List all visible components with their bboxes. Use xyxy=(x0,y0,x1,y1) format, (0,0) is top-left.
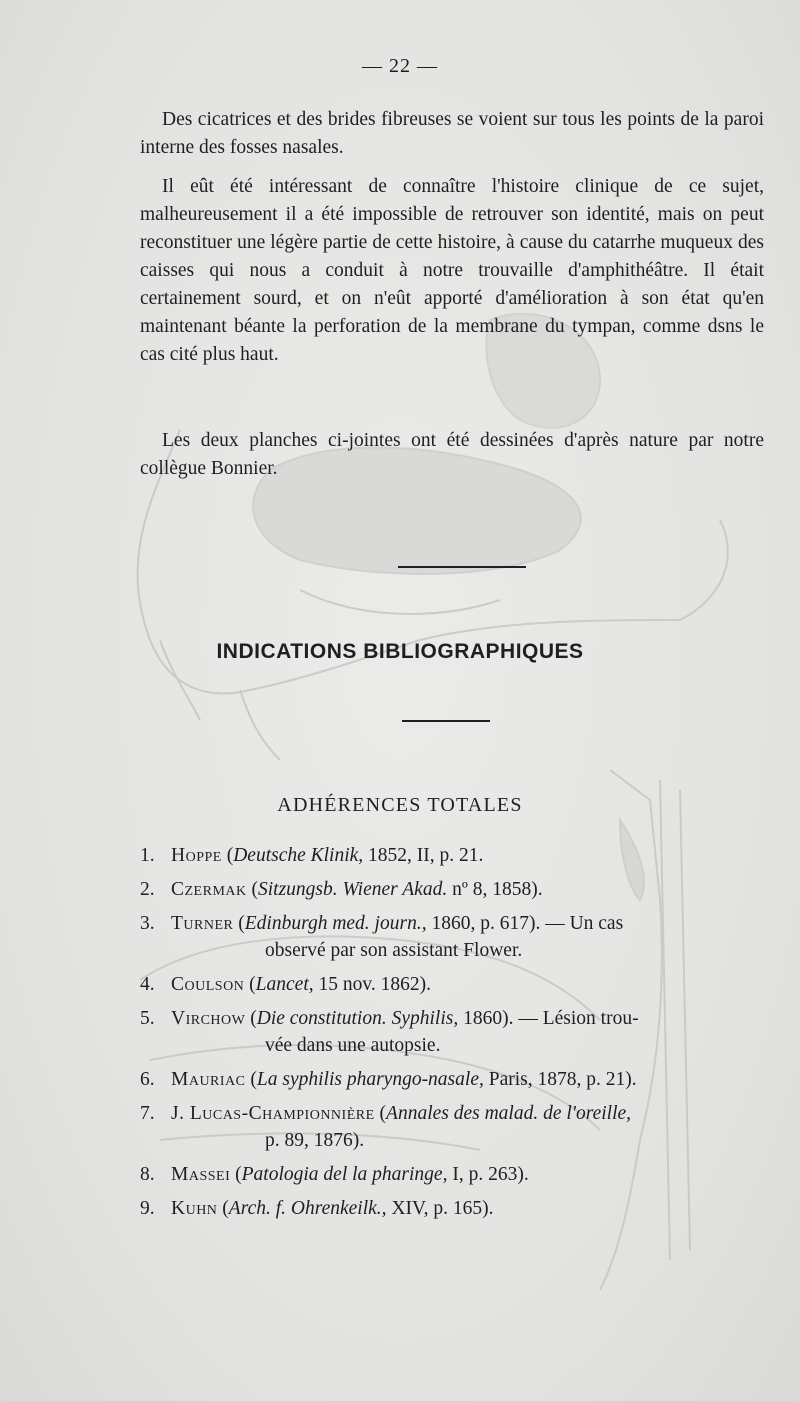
reference-open: ( xyxy=(245,1008,257,1029)
reference-detail: nº 8, 1858). xyxy=(447,879,543,900)
reference-open: ( xyxy=(245,1069,257,1090)
reference-author: Hoppe xyxy=(171,845,222,866)
section-divider-top xyxy=(398,566,526,568)
reference-open: ( xyxy=(374,1103,387,1124)
reference-number: 6. xyxy=(140,1069,155,1090)
reference-item xyxy=(140,1066,764,1093)
reference-continuation: p. 89, 1876). xyxy=(265,1130,365,1151)
reference-list xyxy=(140,842,764,1229)
reference-author: Kuhn xyxy=(171,1198,218,1219)
reference-item xyxy=(140,842,764,869)
reference-author: Massei xyxy=(171,1164,231,1185)
reference-number: 3. xyxy=(140,913,155,934)
reference-author: Mauriac xyxy=(171,1069,246,1090)
reference-open: ( xyxy=(221,845,234,866)
reference-number: 9. xyxy=(140,1198,155,1219)
paragraph-1: Des cicatrices et des brides fibreuses se voient sur tous les points de la paroi interne des fosses nasales. xyxy=(140,109,764,158)
reference-author: J. Lucas-Championnière xyxy=(171,1103,375,1124)
reference-detail: Paris, 1878, p. 21). xyxy=(483,1069,637,1090)
paragraph-2: Il eût été intéressant de connaître l'histoire clinique de ce sujet, malheureusement il a été impossible de retrouver son identité, mais on peut reconstituer une légère partie de cette histoire, à cause du catarrhe muqueux des caisses qui nous a conduit à notre trouvaille d'amphithéâtre. Il était certainement sourd, et on n'eût apporté d'amélioration à son état qu'en maintenant béante la perforation de la membrane du tympan, comme dsns le cas cité plus haut. xyxy=(140,176,764,365)
page-number: — 22 — xyxy=(362,55,438,77)
reference-item xyxy=(140,910,764,964)
reference-number: 4. xyxy=(140,974,155,995)
reference-item xyxy=(140,876,764,903)
reference-author: Coulson xyxy=(171,974,245,995)
reference-open: ( xyxy=(246,879,258,900)
reference-number: 7. xyxy=(140,1103,155,1124)
reference-detail: 15 nov. 1862). xyxy=(313,974,431,995)
reference-work: Deutsche Klinik, xyxy=(233,845,364,866)
reference-detail: 1860, p. 617). — Un cas xyxy=(426,913,624,934)
reference-detail: 1860). — Lésion trou- xyxy=(458,1008,639,1029)
reference-open: ( xyxy=(230,1164,242,1185)
reference-work: Annales des malad. de l'oreille, xyxy=(386,1103,632,1124)
reference-detail: XIV, p. 165). xyxy=(386,1198,494,1219)
reference-number: 1. xyxy=(140,845,155,866)
reference-work: Patologia del la pharinge, xyxy=(241,1164,448,1185)
reference-item xyxy=(140,1005,764,1059)
reference-item xyxy=(140,1100,764,1154)
reference-number: 2. xyxy=(140,879,155,900)
reference-work: Edinburgh med. journ., xyxy=(244,913,427,934)
section-heading: INDICATIONS BIBLIOGRAPHIQUES xyxy=(216,640,584,663)
reference-open: ( xyxy=(244,974,256,995)
reference-continuation: observé par son assistant Flower. xyxy=(265,940,523,961)
paragraph-3: Les deux planches ci-jointes ont été dessinées d'après nature par notre collègue Bonnier. xyxy=(140,430,764,479)
reference-work: Arch. f. Ohrenkeilk., xyxy=(228,1198,387,1219)
reference-work: Sitzungsb. Wiener Akad. xyxy=(258,879,448,900)
reference-open: ( xyxy=(233,913,245,934)
reference-work: Lancet, xyxy=(255,974,314,995)
reference-number: 8. xyxy=(140,1164,155,1185)
reference-author: Turner xyxy=(171,913,234,934)
reference-item xyxy=(140,971,764,998)
reference-author: Virchow xyxy=(171,1008,246,1029)
reference-item xyxy=(140,1161,764,1188)
reference-continuation: vée dans une autopsie. xyxy=(265,1035,441,1056)
reference-number: 5. xyxy=(140,1008,155,1029)
reference-item xyxy=(140,1195,764,1222)
reference-detail: I, p. 263). xyxy=(447,1164,529,1185)
section-divider-bottom xyxy=(402,720,490,722)
subsection-heading: ADHÉRENCES TOTALES xyxy=(277,794,523,816)
reference-work: Die constitution. Syphilis, xyxy=(256,1008,459,1029)
reference-open: ( xyxy=(217,1198,229,1219)
reference-work: La syphilis pharyngo-nasale, xyxy=(256,1069,484,1090)
reference-detail: 1852, II, p. 21. xyxy=(363,845,484,866)
reference-author: Czermak xyxy=(171,879,247,900)
